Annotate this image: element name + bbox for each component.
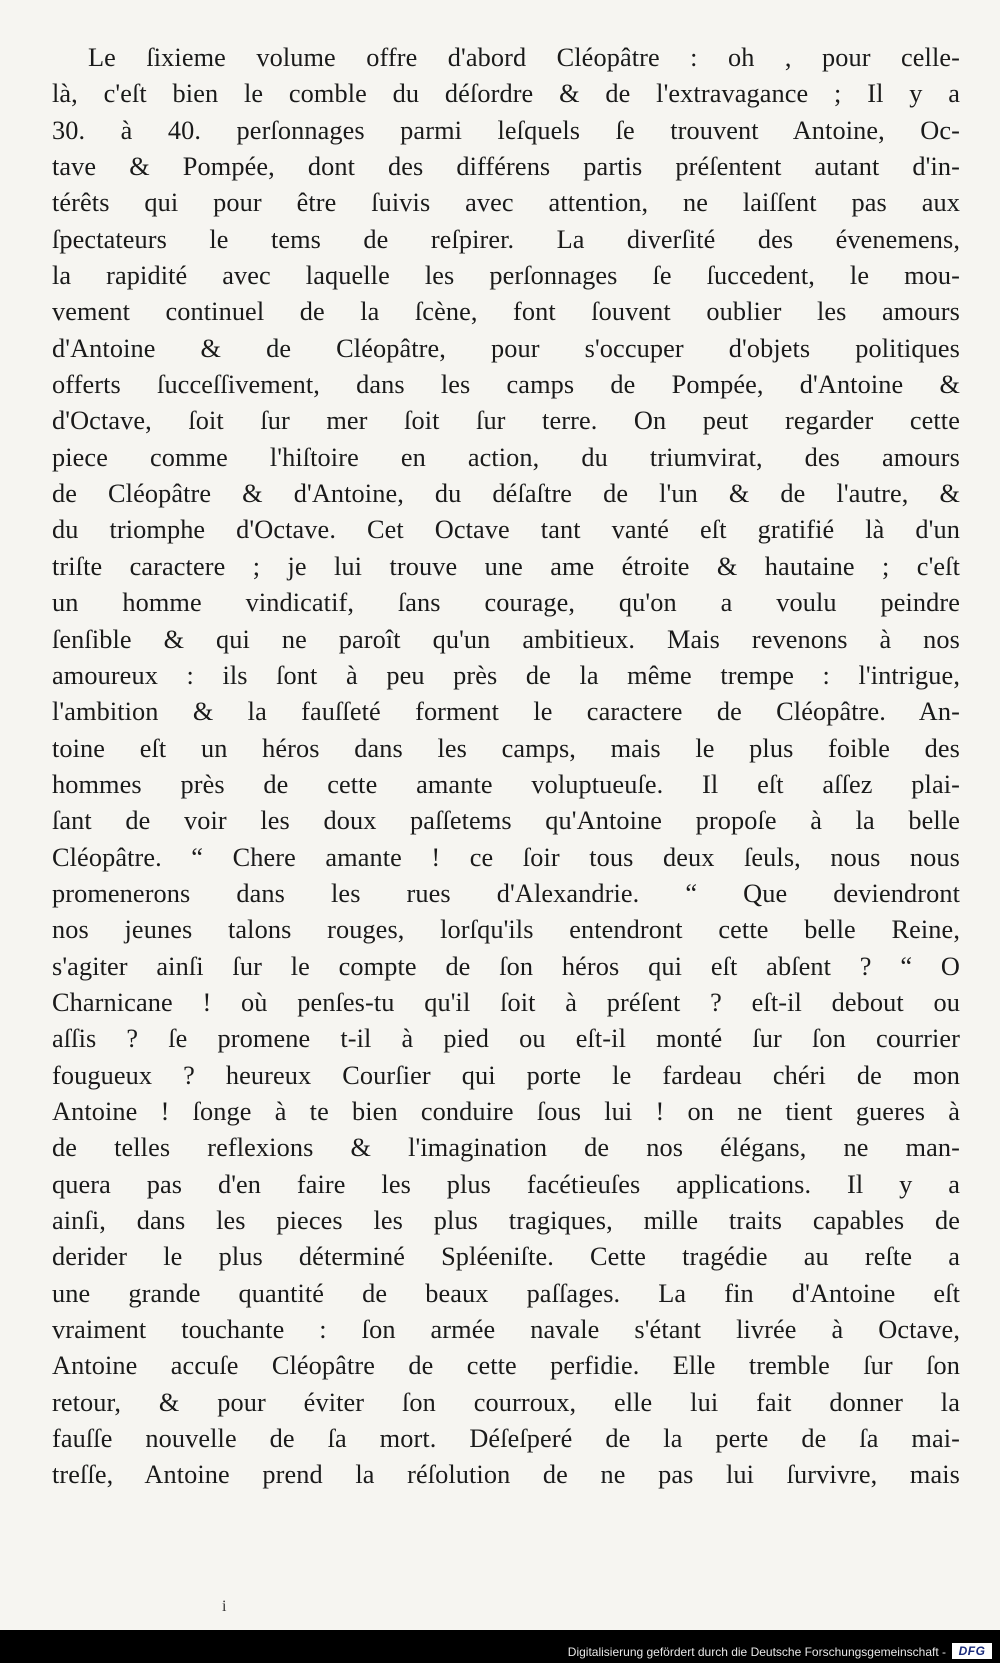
folio-mark: i	[222, 1598, 227, 1615]
dfg-logo-icon: DFG	[952, 1643, 992, 1659]
text-line: fauſſe nouvelle de ſa mort. Déſeſperé de la perte de ſa mai-	[52, 1424, 960, 1454]
text-line: toine eſt un héros dans les camps, mais le plus foible des	[52, 733, 960, 763]
text-line: vement continuel de la ſcène, font ſouvent oublier les amours	[52, 297, 960, 327]
text-line: treſſe, Antoine prend la réſolution de ne pas lui ſurvivre, mais	[52, 1460, 960, 1490]
text-line: nos jeunes talons rouges, lorſqu'ils entendront cette belle Reine,	[52, 915, 960, 945]
text-line: quera pas d'en faire les plus facétieuſes applications. Il y a	[52, 1169, 960, 1199]
text-line: une grande quantité de beaux paſſages. La fin d'Antoine eſt	[52, 1278, 960, 1308]
text-line: de Cléopâtre & d'Antoine, du déſaſtre de l'un & de l'autre, &	[52, 479, 960, 509]
text-line: térêts qui pour être ſuivis avec attention, ne laiſſent pas aux	[52, 188, 960, 218]
text-line: d'Antoine & de Cléopâtre, pour s'occuper d'objets politiques	[52, 333, 960, 363]
text-line: amoureux : ils ſont à peu près de la même trempe : l'intrigue,	[52, 660, 960, 690]
text-line: s'agiter ainſi ſur le compte de ſon héros qui eſt abſent ? “ O	[52, 951, 960, 981]
text-line: 30. à 40. perſonnages parmi leſquels ſe trouvent Antoine, Oc-	[52, 115, 960, 145]
text-line: retour, & pour éviter ſon courroux, elle lui fait donner la	[52, 1387, 960, 1417]
text-line: ſant de voir les doux paſſetems qu'Antoine propoſe à la belle	[52, 806, 960, 836]
text-line: de telles reflexions & l'imagination de nos élégans, ne man-	[52, 1133, 960, 1163]
text-line: piece comme l'hiſtoire en action, du triumvirat, des amours	[52, 442, 960, 472]
text-line: Charnicane ! où penſes-tu qu'il ſoit à préſent ? eſt-il debout ou	[52, 987, 960, 1017]
text-line: aſſis ? ſe promene t-il à pied ou eſt-il monté ſur ſon courrier	[52, 1024, 960, 1054]
text-line: vraiment touchante : ſon armée navale s'étant livrée à Octave,	[52, 1315, 960, 1345]
text-line: ſenſible & qui ne paroît qu'un ambitieux. Mais revenons à nos	[52, 624, 960, 654]
text-line: d'Octave, ſoit ſur mer ſoit ſur terre. On peut regarder cette	[52, 406, 960, 436]
text-line: la rapidité avec laquelle les perſonnages ſe ſuccedent, le mou-	[52, 261, 960, 291]
text-line: ainſi, dans les pieces les plus tragiques, mille traits capables de	[52, 1206, 960, 1235]
text-line: Antoine ! ſonge à te bien conduire ſous lui ! on ne tient gueres à	[52, 1096, 960, 1126]
text-line: fougueux ? heureux Courſier qui porte le fardeau chéri de mon	[52, 1060, 960, 1090]
text-line: promenerons dans les rues d'Alexandrie. “ Que deviendront	[52, 878, 960, 908]
text-line: tave & Pompée, dont des différens partis préſentent autant d'in-	[52, 152, 960, 182]
body-text	[52, 40, 960, 1494]
text-line: derider le plus déterminé Spléeniſte. Cette tragédie au reſte a	[52, 1242, 960, 1272]
text-line: l'ambition & la fauſſeté forment le caractere de Cléopâtre. An-	[52, 697, 960, 727]
funding-credit: Digitalisierung gefördert durch die Deutsche Forschungsgemeinschaft -	[567, 1645, 946, 1659]
text-line: Cléopâtre. “ Chere amante ! ce ſoir tous deux ſeuls, nous nous	[52, 842, 960, 872]
text-line: ſpectateurs le tems de reſpirer. La diverſité des évenemens,	[52, 224, 960, 254]
text-line: là, c'eſt bien le comble du déſordre & de l'extravagance ; Il y a	[52, 79, 960, 109]
text-line: offerts ſucceſſivement, dans les camps de Pompée, d'Antoine &	[52, 370, 960, 400]
text-line: Le ſixieme volume offre d'abord Cléopâtre : oh , pour celle-	[88, 43, 960, 72]
text-line: Antoine accuſe Cléopâtre de cette perfidie. Elle tremble ſur ſon	[52, 1351, 960, 1381]
text-line: du triomphe d'Octave. Cet Octave tant vanté eſt gratifié là d'un	[52, 515, 960, 545]
text-line: hommes près de cette amante voluptueuſe. Il eſt aſſez plai-	[52, 769, 960, 799]
text-line: un homme vindicatif, ſans courage, qu'on a voulu peindre	[52, 588, 960, 618]
text-line: triſte caractere ; je lui trouve une ame étroite & hautaine ; c'eſt	[52, 551, 960, 581]
